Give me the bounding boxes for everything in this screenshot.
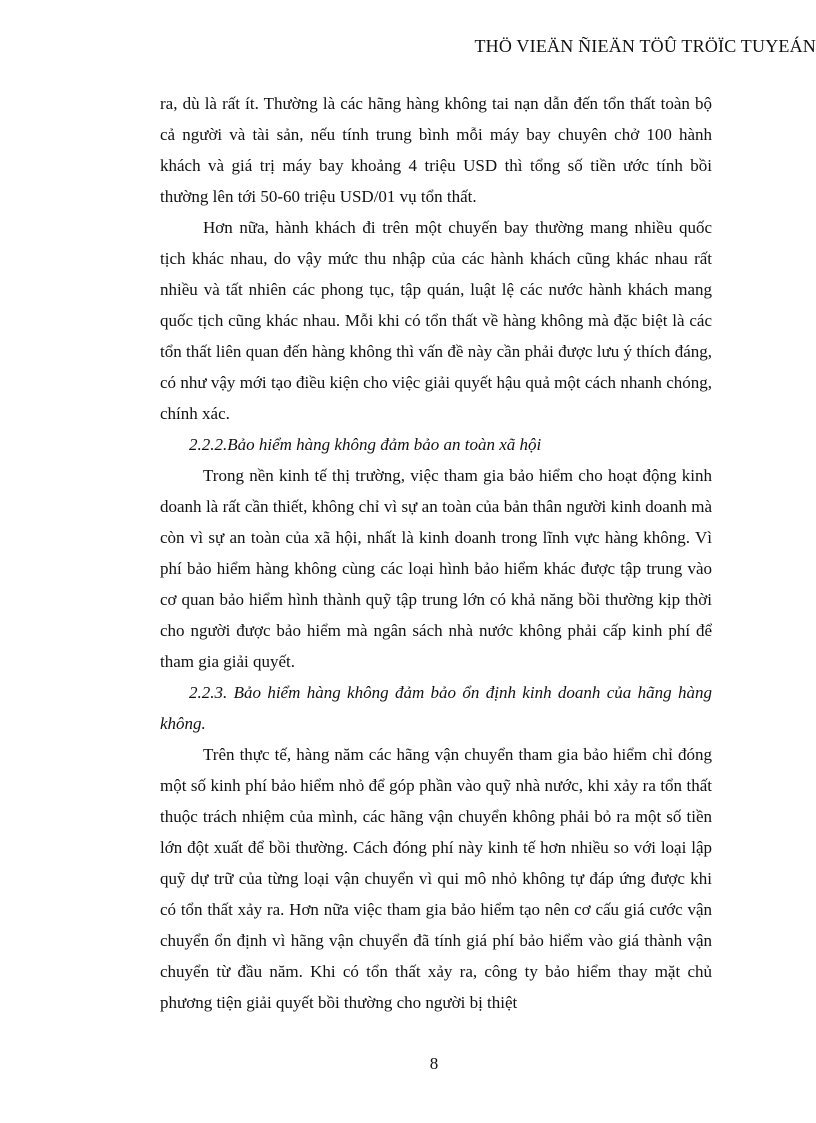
page-number: 8 bbox=[429, 1054, 439, 1073]
paragraph-continuation: ra, dù là rất ít. Thường là các hãng hàng không tai nạn dẫn đến tổn thất toàn bộ cả người và tài sản, nếu tính trung bình mỗi máy bay chuyên chở 100 hành khách và giá trị máy bay khoảng 4 triệu USD thì tổng số tiền ước tính bồi thường lên tới 50-60 triệu USD/01 vụ tổn thất. bbox=[160, 94, 712, 206]
paragraph-in-practice: Trên thực tế, hàng năm các hãng vận chuyển tham gia bảo hiểm chỉ đóng một số kinh phí bảo hiểm nhỏ để góp phần vào quỹ nhà nước, khi xảy ra tổn thất thuộc trách nhiệm của mình, các hãng vận chuyển không phải bỏ ra một số tiền lớn đột xuất để bồi thường. Cách đóng phí này kinh tế hơn nhiều so với loại lập quỹ dự trữ của từng loại vận chuyển vì qui mô nhỏ không tự đáp ứng được khi có tổn thất xảy ra. Hơn nữa việc tham gia bảo hiểm tạo nên cơ cấu giá cước vận chuyển ổn định vì hãng vận chuyển đã tính giá phí bảo hiểm vào giá thành vận chuyển từ đầu năm. Khi có tổn thất xảy ra, công ty bảo hiểm thay mặt chủ phương tiện giải quyết bồi thường cho người bị thiệt bbox=[160, 745, 712, 1012]
paragraph-market-economy: Trong nền kinh tế thị trường, việc tham gia bảo hiểm cho hoạt động kinh doanh là rất cần thiết, không chỉ vì sự an toàn của bản thân người kinh doanh mà còn vì sự an toàn của xã hội, nhất là kinh doanh trong lĩnh vực hàng không. Vì phí bảo hiểm hàng không cùng các loại hình bảo hiểm khác được tập trung vào cơ quan bảo hiểm hình thành quỹ tập trung lớn có khả năng bồi thường kịp thời cho người được bảo hiểm mà ngân sách nhà nước không phải cấp kinh phí để tham gia giải quyết. bbox=[160, 466, 712, 671]
page-header: THÖ VIEÄN ÑIEÄN TÖÛ TRÖÏC TUYEÁN bbox=[474, 36, 816, 56]
section-heading-2-2-3: 2.2.3. Bảo hiểm hàng không đảm bảo ổn định kinh doanh của hãng hàng không. bbox=[160, 683, 712, 733]
section-heading-2-2-2: 2.2.2.Bảo hiểm hàng không đảm bảo an toàn xã hội bbox=[189, 435, 542, 454]
document-body bbox=[160, 88, 712, 1018]
paragraph-passengers: Hơn nữa, hành khách đi trên một chuyến bay thường mang nhiều quốc tịch khác nhau, do vậy mức thu nhập của các hành khách cũng khác nhau rất nhiều và tất nhiên các phong tục, tập quán, luật lệ các nước hành khách mang quốc tịch cũng khác nhau. Mỗi khi có tổn thất về hàng không mà đặc biệt là các tổn thất liên quan đến hàng không thì vấn đề này cần phải được lưu ý thích đáng, có như vậy mới tạo điều kiện cho việc giải quyết hậu quả một cách nhanh chóng, chính xác. bbox=[160, 218, 712, 423]
